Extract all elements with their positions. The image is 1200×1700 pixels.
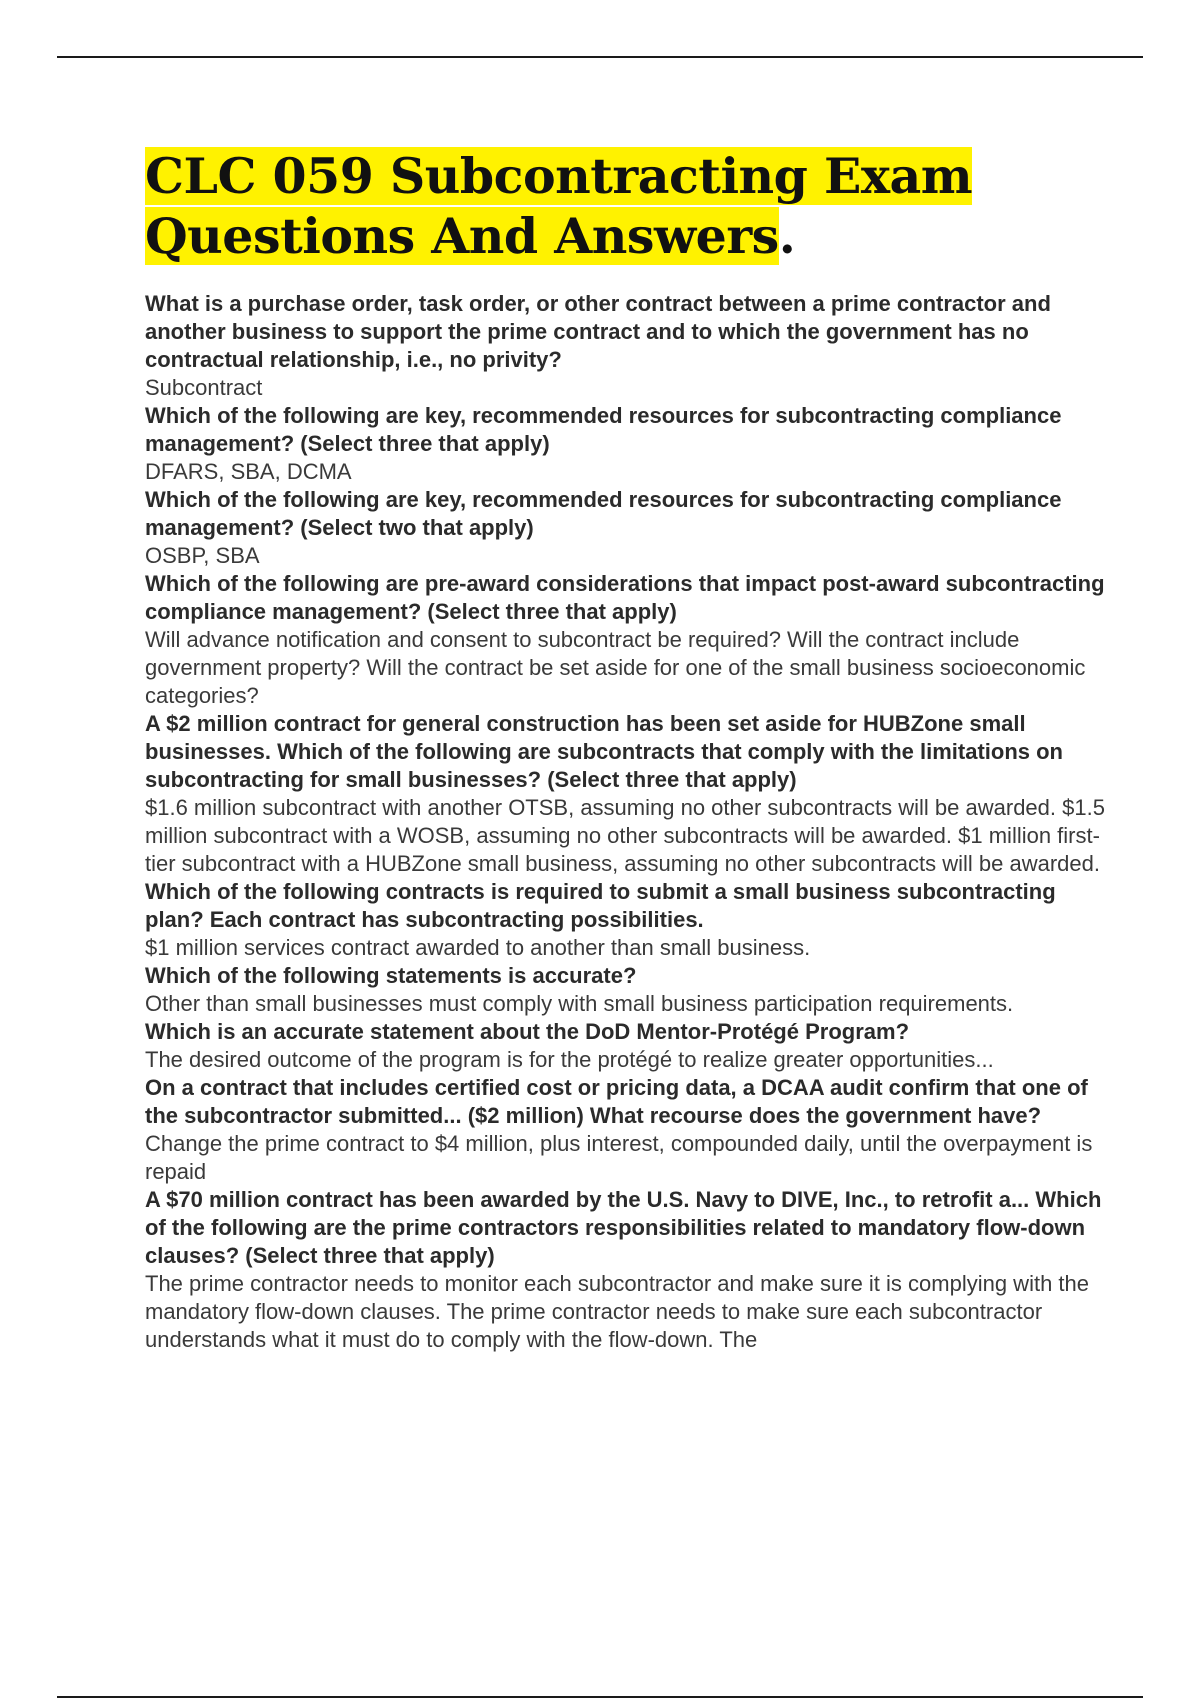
answer-text: OSBP, SBA — [145, 543, 260, 568]
bottom-rule — [57, 1696, 1143, 1698]
question-text: A $2 million contract for general construction has been set aside for HUBZone small businesses. Which of the following are subcontracts that comply with the limitations on subcontracting for small businesses? (Select three that apply) — [145, 711, 1063, 792]
qa-item — [145, 570, 1105, 710]
question-text: A $70 million contract has been awarded by the U.S. Navy to DIVE, Inc., to retrofit a... Which of the following are the prime contractors responsibilities related to mandatory flow-down clauses? (Select three that apply) — [145, 1187, 1102, 1268]
answer-text: Will advance notification and consent to subcontract be required? Will the contract include government property? Will the contract be set aside for one of the small business socioeconomic categories? — [145, 627, 1086, 708]
question-text: On a contract that includes certified cost or pricing data, a DCAA audit confirm that one of the subcontractor submitted... ($2 million) What recourse does the government have? — [145, 1075, 1088, 1128]
answer-text: The prime contractor needs to monitor each subcontractor and make sure it is complying with the mandatory flow-down clauses. The prime contractor needs to make sure each subcontractor understands what it must do to comply with the flow-down. The — [145, 1271, 1090, 1352]
document-title — [145, 146, 1105, 266]
qa-item — [145, 486, 1105, 570]
qa-item — [145, 1186, 1105, 1354]
answer-text: Change the prime contract to $4 million, plus interest, compounded daily, until the overpayment is repaid — [145, 1131, 1093, 1184]
document-body — [145, 146, 1105, 1354]
answer-text: $1 million services contract awarded to another than small business. — [145, 935, 811, 960]
answer-text: Other than small businesses must comply with small business participation requirements. — [145, 991, 1014, 1016]
qa-item — [145, 878, 1105, 962]
answer-text: The desired outcome of the program is for the protégé to realize greater opportunities... — [145, 1047, 994, 1072]
qa-item — [145, 290, 1105, 402]
answer-text: $1.6 million subcontract with another OTSB, assuming no other subcontracts will be awarded. $1.5 million subcontract with a WOSB, assuming no other subcontracts will be awarded. $1 million first-tier subcontract with a HUBZone small business, assuming no other subcontracts will be awarded. — [145, 795, 1105, 876]
question-text: What is a purchase order, task order, or other contract between a prime contractor and another business to support the prime contract and to which the government has no contractual relationship, i.e., no privity? — [145, 291, 1051, 372]
qa-item — [145, 402, 1105, 486]
question-text: Which is an accurate statement about the DoD Mentor-Protégé Program? — [145, 1019, 910, 1044]
top-rule — [57, 56, 1143, 58]
answer-text: DFARS, SBA, DCMA — [145, 459, 352, 484]
question-text: Which of the following statements is accurate? — [145, 963, 637, 988]
question-text: Which of the following are key, recommended resources for subcontracting compliance management? (Select two that apply) — [145, 487, 1062, 540]
question-text: Which of the following are pre-award considerations that impact post-award subcontracting compliance management? (Select three that apply) — [145, 571, 1105, 624]
qa-item — [145, 962, 1105, 1018]
title-highlight: CLC 059 Subcontracting Exam Questions And Answers — [145, 147, 973, 265]
qa-item — [145, 1074, 1105, 1186]
qa-item — [145, 710, 1105, 878]
answer-text: Subcontract — [145, 375, 263, 400]
title-period: . — [778, 207, 796, 265]
qa-item — [145, 1018, 1105, 1074]
question-text: Which of the following are key, recommended resources for subcontracting compliance management? (Select three that apply) — [145, 403, 1062, 456]
question-text: Which of the following contracts is required to submit a small business subcontracting plan? Each contract has subcontracting possibilities. — [145, 879, 1056, 932]
